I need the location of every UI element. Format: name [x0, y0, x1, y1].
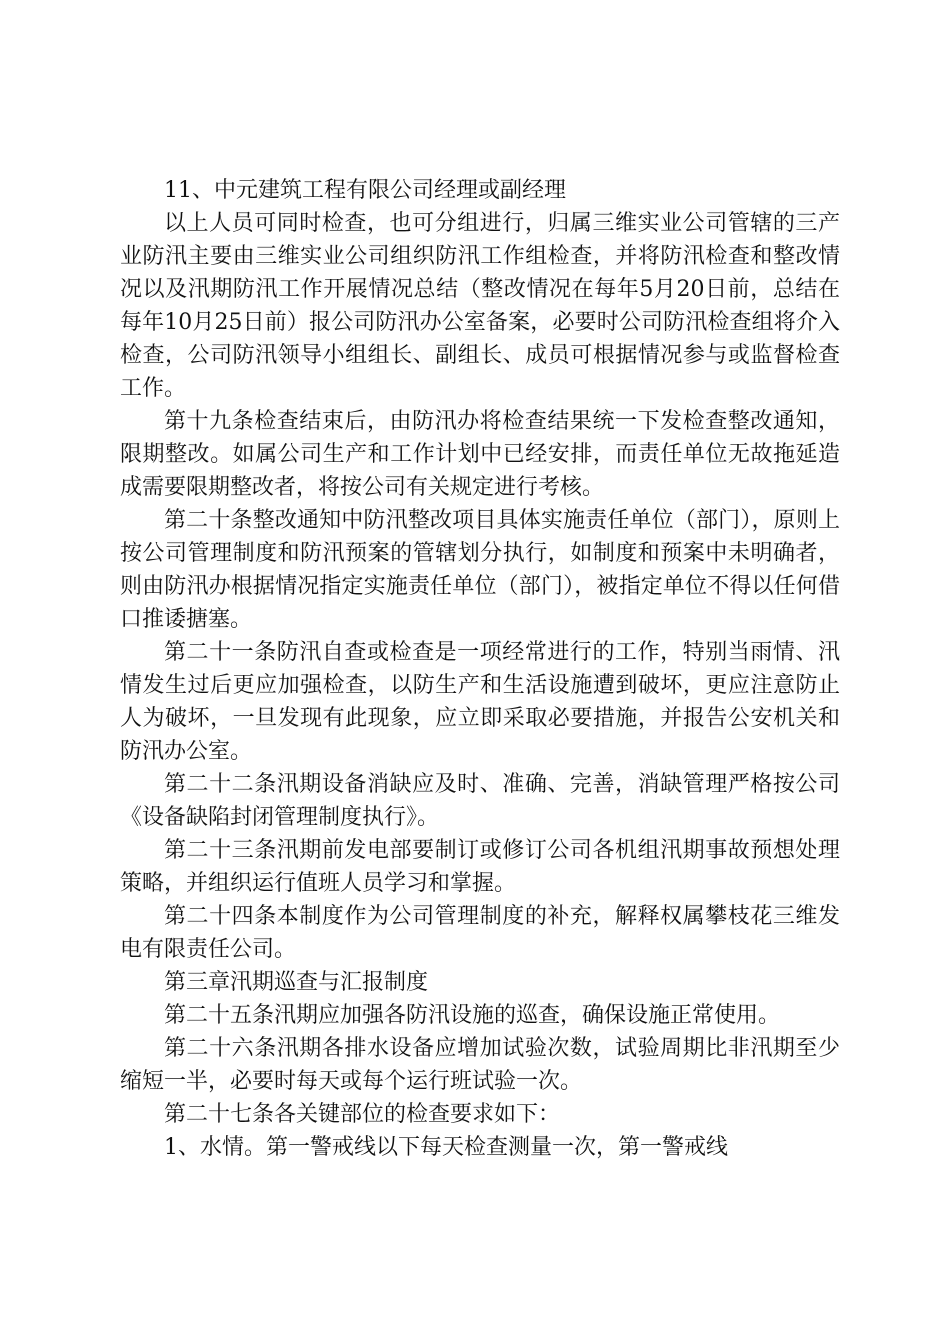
paragraph-item-11: 11、中元建筑工程有限公司经理或副经理	[164, 178, 566, 203]
paragraph-article-21: 第二十一条防汛自查或检查是一项经常进行的工作，特别当雨情、汛情发生过后更应加强检查，以防生产和生活设施遭到破坏，更应注意防止人为破坏，一旦发现有此现象，应立即采取必要措施，并报告公安机关和防汛办公室。	[120, 640, 840, 764]
paragraph-item-1-water: 1、水情。第一警戒线以下每天检查测量一次，第一警戒线	[164, 1135, 728, 1160]
paragraph-article-25: 第二十五条汛期应加强各防汛设施的巡查，确保设施正常使用。	[164, 1003, 781, 1028]
paragraph-inspection-groups: 以上人员可同时检查，也可分组进行，归属三维实业公司管辖的三产业防汛主要由三维实业公司组织防汛工作组检查，并将防汛检查和整改情况以及汛期防汛工作开展情况总结（整改情况在每年5月20日前，总结在每年10月25日前）报公司防汛办公室备案，必要时公司防汛检查组将介入检查，公司防汛领导小组组长、副组长、成员可根据情况参与或监督检查工作。	[120, 211, 840, 401]
chapter-3-heading: 第三章汛期巡查与汇报制度	[164, 970, 429, 995]
paragraph-article-19: 第十九条检查结束后，由防汛办将检查结果统一下发检查整改通知，限期整改。如属公司生产和工作计划中已经安排，而责任单位无故拖延造成需要限期整改者，将按公司有关规定进行考核。	[120, 409, 840, 500]
paragraph-article-24: 第二十四条本制度作为公司管理制度的补充，解释权属攀枝花三维发电有限责任公司。	[120, 904, 840, 962]
document-page	[120, 174, 840, 1164]
paragraph-article-20: 第二十条整改通知中防汛整改项目具体实施责任单位（部门），原则上按公司管理制度和防汛预案的管辖划分执行，如制度和预案中未明确者，则由防汛办根据情况指定实施责任单位（部门），被指定单位不得以任何借口推诿搪塞。	[120, 508, 840, 632]
paragraph-article-27: 第二十七条各关键部位的检查要求如下：	[164, 1102, 561, 1127]
paragraph-article-22: 第二十二条汛期设备消缺应及时、准确、完善，消缺管理严格按公司《设备缺陷封闭管理制度执行》。	[120, 772, 840, 830]
paragraph-article-23: 第二十三条汛期前发电部要制订或修订公司各机组汛期事故预想处理策略，并组织运行值班人员学习和掌握。	[120, 838, 840, 896]
paragraph-article-26: 第二十六条汛期各排水设备应增加试验次数，试验周期比非汛期至少缩短一半，必要时每天或每个运行班试验一次。	[120, 1036, 840, 1094]
